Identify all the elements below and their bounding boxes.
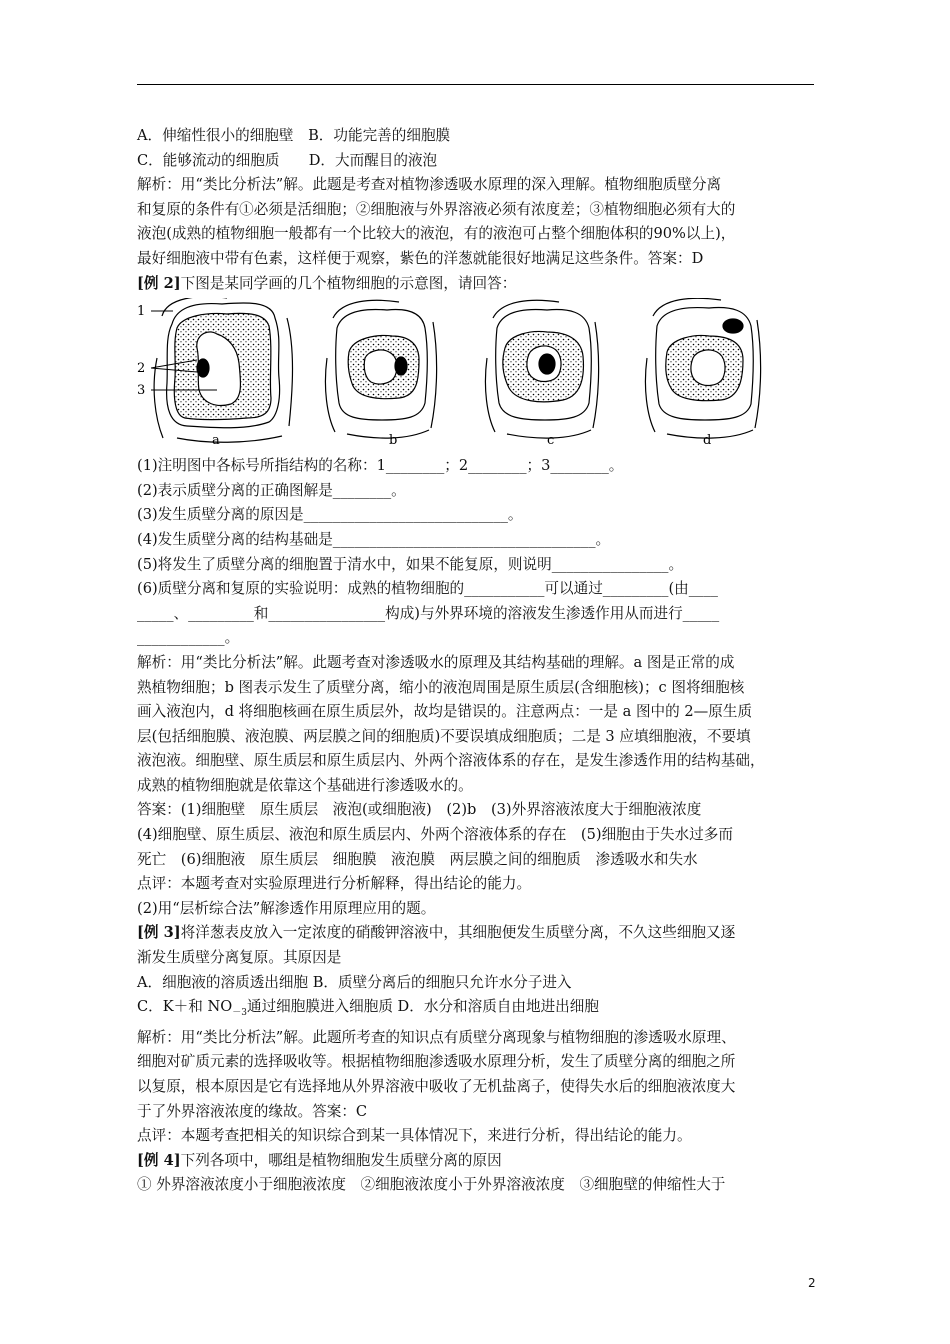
question-line: (1)注明图中各标号所指结构的名称：1________；2________；3________。 xyxy=(137,457,624,475)
cell-diagram xyxy=(137,298,817,450)
option-c-subscript: －3 xyxy=(232,1008,247,1019)
analysis-line: 成熟的植物细胞就是依靠这个基础进行渗透吸水的。 xyxy=(137,776,473,794)
cell-b xyxy=(325,300,436,438)
caption-b: b xyxy=(389,433,398,449)
analysis-line: 画入液泡内，d 将细胞核画在原生质层外，故均是错误的。注意两点：一是 a 图中的 2—原生质 xyxy=(137,703,753,721)
example-tag: [例 2] xyxy=(137,274,181,292)
section-heading: (2)用“层析综合法”解渗透作用原理应用的题。 xyxy=(137,899,436,917)
option-line: A．伸缩性很小的细胞壁 B．功能完善的细胞膜 xyxy=(137,127,451,144)
analysis-line: 层(包括细胞膜、液泡膜、两层膜之间的细胞质)不要误填成细胞质；二是 3 应填细胞液，不要填 xyxy=(137,727,751,745)
comment-line: 点评：本题考查把相关的知识综合到某一具体情况下，来进行分析，得出结论的能力。 xyxy=(137,1127,692,1145)
question-line: ____________。 xyxy=(137,629,240,647)
caption-c: c xyxy=(547,433,555,449)
question-line: (2)表示质壁分离的正确图解是________。 xyxy=(137,481,406,499)
answer-line: (4)细胞壁、原生质层、液泡和原生质层内、外两个溶液体系的存在 (5)细胞由于失水过多而 xyxy=(137,826,733,844)
question-line: (5)将发生了质壁分离的细胞置于清水中，如果不能复原，则说明________________。 xyxy=(137,555,684,573)
caption-d: d xyxy=(703,433,712,449)
document-body xyxy=(137,124,817,1198)
example-heading xyxy=(137,272,817,297)
question-line: (6)质壁分离和复原的实验说明：成熟的植物细胞的___________可以通过_________(由____ xyxy=(137,580,718,598)
option-c-suffix: 通过细胞膜进入细胞质 D．水分和溶质自由地进出细胞 xyxy=(246,998,599,1016)
option-line: C．能够流动的细胞质 D．大而醒目的液泡 xyxy=(137,151,438,169)
label-2: 2 xyxy=(137,361,146,377)
label-3: 3 xyxy=(137,383,146,399)
question-line: (4)发生质壁分离的结构基础是____________________________________。 xyxy=(137,530,611,548)
option-c-prefix: C．K＋和 NO xyxy=(137,998,233,1016)
analysis-line: 解析：用“类比分析法”解。此题所考查的知识点有质壁分离现象与植物细胞的渗透吸水原理、 xyxy=(137,1028,736,1046)
example-tag: [例 4] xyxy=(137,1151,181,1169)
analysis-line: 细胞对矿质元素的选择吸收等。根据植物细胞渗透吸水原理分析，发生了质壁分离的细胞之所 xyxy=(137,1053,736,1071)
analysis-line: 最好细胞液中带有色素，这样便于观察，紫色的洋葱就能很好地满足这些条件。答案：D xyxy=(137,249,704,267)
comment-line: 点评：本题考查对实验原理进行分析解释，得出结论的能力。 xyxy=(137,875,532,893)
option-line: ① 外界溶液浓度小于细胞液浓度 ②细胞液浓度小于外界溶液浓度 ③细胞壁的伸缩性大于 xyxy=(137,1176,726,1194)
example-stem: 下图是某同学画的几个植物细胞的示意图，请回答： xyxy=(180,274,517,292)
analysis-line: 液泡(成熟的植物细胞一般都有一个比较大的液泡，有的液泡可占整个细胞体积的90%以上)， xyxy=(137,225,736,243)
analysis-line: 解析：用“类比分析法”解。此题考查对渗透吸水的原理及其结构基础的理解。a 图是正常的成 xyxy=(137,653,735,671)
example-stem-line: 渐发生质壁分离复原。其原因是 xyxy=(137,949,342,967)
option-line: A．细胞液的溶质透出细胞 B．质壁分离后的细胞只允许水分子进入 xyxy=(137,973,572,991)
analysis-line: 和复原的条件有①必须是活细胞；②细胞液与外界溶液必须有浓度差；③植物细胞必须有大的 xyxy=(137,200,736,218)
cell-d xyxy=(645,298,760,438)
analysis-line: 解析：用“类比分析法”解。此题是考查对植物渗透吸水原理的深入理解。植物细胞质壁分离 xyxy=(137,176,722,194)
example-heading xyxy=(137,1149,817,1174)
answer-line: 答案：(1)细胞壁 原生质层 液泡(或细胞液) (2)b (3)外界溶液浓度大于细胞液浓度 xyxy=(137,801,702,819)
cell-figure xyxy=(137,298,817,450)
example-stem: 下列各项中，哪组是植物细胞发生质壁分离的原因 xyxy=(180,1151,502,1169)
analysis-line: 液泡液。细胞壁、原生质层和原生质层内、外两个溶液体系的存在，是发生渗透作用的结构基础， xyxy=(137,752,765,770)
header-rule xyxy=(137,84,814,85)
option-line xyxy=(137,995,817,1026)
analysis-line: 熟植物细胞；b 图表示发生了质壁分离，缩小的液泡周围是原生质层(含细胞核)；c 图将细胞核 xyxy=(137,678,745,696)
question-line: _____、_________和________________构成)与外界环境的溶液发生渗透作用从而进行_____ xyxy=(137,604,720,622)
example-tag: [例 3] xyxy=(137,924,181,942)
caption-a: a xyxy=(212,433,220,449)
page-number: 2 xyxy=(808,1276,816,1290)
answer-line: 死亡 (6)细胞液 原生质层 细胞膜 液泡膜 两层膜之间的细胞质 渗透吸水和失水 xyxy=(137,850,698,868)
analysis-line: 以复原，根本原因是它有选择地从外界溶液中吸收了无机盐离子，使得失水后的细胞液浓度大 xyxy=(137,1077,736,1095)
example-stem: 将洋葱表皮放入一定浓度的硝酸钾溶液中，其细胞便发生质壁分离，不久这些细胞又逐 xyxy=(180,924,736,942)
question-line: (3)发生质壁分离的原因是____________________________。 xyxy=(137,506,523,524)
example-heading xyxy=(137,921,817,946)
cell-c xyxy=(485,300,598,438)
analysis-line: 于了外界溶液浓度的缘故。答案：C xyxy=(137,1102,368,1120)
label-1: 1 xyxy=(137,304,146,320)
